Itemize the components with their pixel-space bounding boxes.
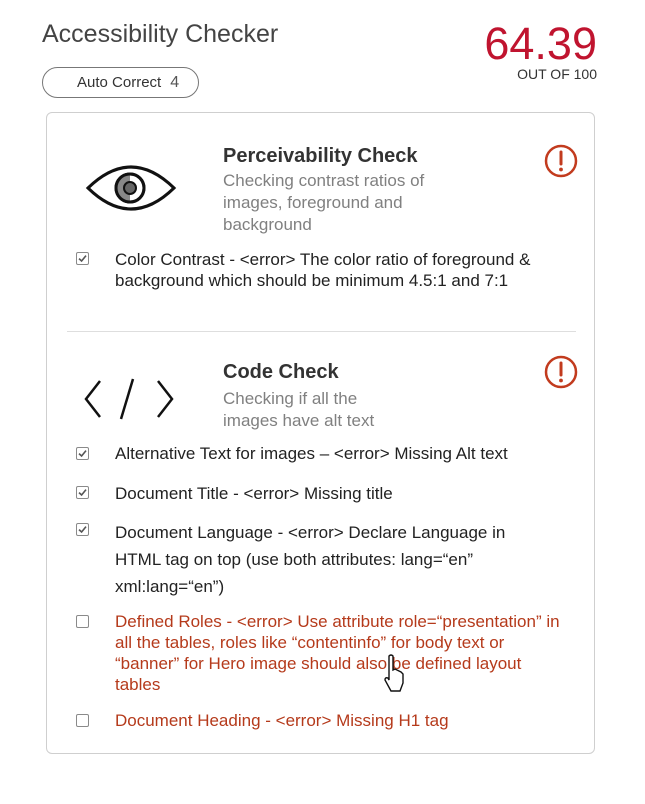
item-text-document-title: Document Title - <error> Missing title bbox=[115, 484, 393, 503]
item-checkbox-document-heading[interactable] bbox=[76, 714, 89, 727]
alert-circle-icon bbox=[544, 355, 578, 394]
alert-circle-icon bbox=[544, 144, 578, 183]
score-value: 64.39 bbox=[484, 18, 597, 69]
auto-correct-count: 4 bbox=[170, 73, 180, 91]
page-title: Accessibility Checker bbox=[42, 20, 279, 48]
item-text-color-contrast: Color Contrast - <error> The color ratio of foreground & background which should be minimum 4.5:1 and 7:1 bbox=[115, 250, 531, 290]
mouse-cursor-icon bbox=[382, 653, 408, 698]
score-max-label: OUT OF 100 bbox=[517, 66, 597, 82]
score-panel bbox=[484, 18, 597, 82]
eye-icon bbox=[85, 160, 177, 221]
auto-correct-button[interactable] bbox=[42, 67, 199, 98]
item-text-alt-text: Alternative Text for images – <error> Missing Alt text bbox=[115, 444, 508, 463]
checker-card bbox=[46, 112, 595, 754]
item-checkbox-document-title[interactable] bbox=[76, 486, 89, 499]
section-divider bbox=[67, 331, 576, 332]
item-checkbox-color-contrast[interactable] bbox=[76, 252, 89, 265]
item-checkbox-defined-roles[interactable] bbox=[76, 615, 89, 628]
item-text-document-language: Document Language - <error> Declare Language in HTML tag on top (use both attributes: lang=“en” xml:lang=“en”) bbox=[115, 523, 506, 596]
item-checkbox-document-language[interactable] bbox=[76, 523, 89, 536]
section-title-perceivability: Perceivability Check bbox=[223, 145, 418, 167]
section-title-code: Code Check bbox=[223, 361, 339, 383]
section-description-code: Checking if all the images have alt text bbox=[223, 389, 375, 430]
code-icon bbox=[83, 375, 175, 428]
section-description-perceivability: Checking contrast ratios of images, foreground and background bbox=[223, 171, 425, 234]
item-text-document-heading: Document Heading - <error> Missing H1 tag bbox=[115, 711, 449, 730]
item-checkbox-alt-text[interactable] bbox=[76, 447, 89, 460]
item-text-defined-roles: Defined Roles - <error> Use attribute role=“presentation” in all the tables, roles like “contentinfo” for body text or “banner” for Hero image should also be defined layout tables bbox=[115, 612, 560, 694]
auto-correct-label: Auto Correct bbox=[77, 74, 162, 91]
